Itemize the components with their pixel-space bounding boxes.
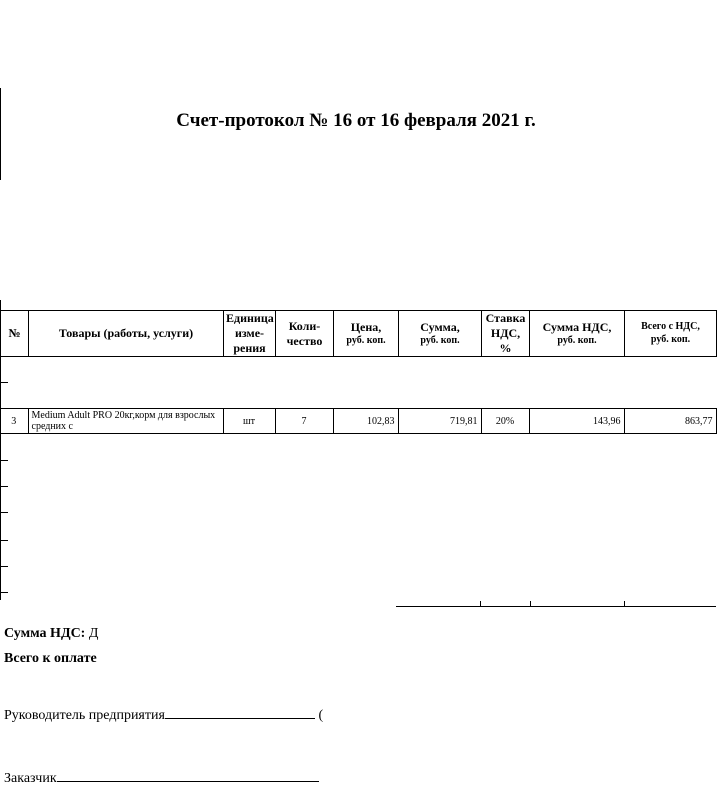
left-border-top <box>0 88 1 180</box>
row-marker <box>0 566 8 567</box>
cell-num: 3 <box>0 409 28 434</box>
cell-qty: 7 <box>275 409 333 434</box>
table-row <box>0 409 716 434</box>
cell-sum: 719,81 <box>398 409 481 434</box>
director-label: Руководитель предприятия <box>4 708 165 723</box>
vat-summary-value: Д <box>88 626 99 641</box>
row-marker <box>0 512 8 513</box>
header-goods: Товары (работы, услуги) <box>29 311 224 357</box>
totals-tick <box>480 601 481 607</box>
total-summary-label: Всего к оплате <box>4 651 97 666</box>
header-unit: Единица изме-рения <box>224 311 276 357</box>
header-total: Всего с НДС, руб. коп. <box>625 311 717 357</box>
invoice-table-body <box>0 408 717 434</box>
cell-total: 863,77 <box>624 409 716 434</box>
invoice-table <box>0 310 717 357</box>
row-marker <box>0 540 8 541</box>
customer-label: Заказчик <box>4 771 57 786</box>
document-title: Счет-протокол № 16 от 16 февраля 2021 г. <box>176 110 536 131</box>
row-marker <box>0 592 8 593</box>
header-qty: Коли-чество <box>276 311 334 357</box>
cell-unit: шт <box>223 409 275 434</box>
director-signature <box>4 704 323 724</box>
total-summary <box>4 651 97 667</box>
cell-price: 102,83 <box>333 409 398 434</box>
totals-tick <box>530 601 531 607</box>
header-price: Цена, руб. коп. <box>334 311 399 357</box>
customer-signature <box>4 767 319 787</box>
header-sum: Сумма, руб. коп. <box>399 311 482 357</box>
row-marker <box>0 486 8 487</box>
header-num: № <box>1 311 29 357</box>
director-signature-line <box>165 704 315 719</box>
cell-vat-rate: 20% <box>481 409 529 434</box>
totals-tick <box>624 601 625 607</box>
totals-divider <box>396 606 716 607</box>
vat-summary-label: Сумма НДС: <box>4 626 86 641</box>
director-paren: ( <box>318 708 324 723</box>
customer-signature-line <box>57 767 319 782</box>
row-marker <box>0 382 8 383</box>
vat-summary <box>4 626 98 642</box>
header-vat-rate: Ставка НДС, % <box>482 311 530 357</box>
header-vat-sum: Сумма НДС, руб. коп. <box>530 311 625 357</box>
row-marker <box>0 460 8 461</box>
cell-vat-sum: 143,96 <box>529 409 624 434</box>
cell-goods: Medium Adult PRO 20кг,корм для взрослых средних с <box>28 409 223 434</box>
table-header-row <box>1 311 717 357</box>
